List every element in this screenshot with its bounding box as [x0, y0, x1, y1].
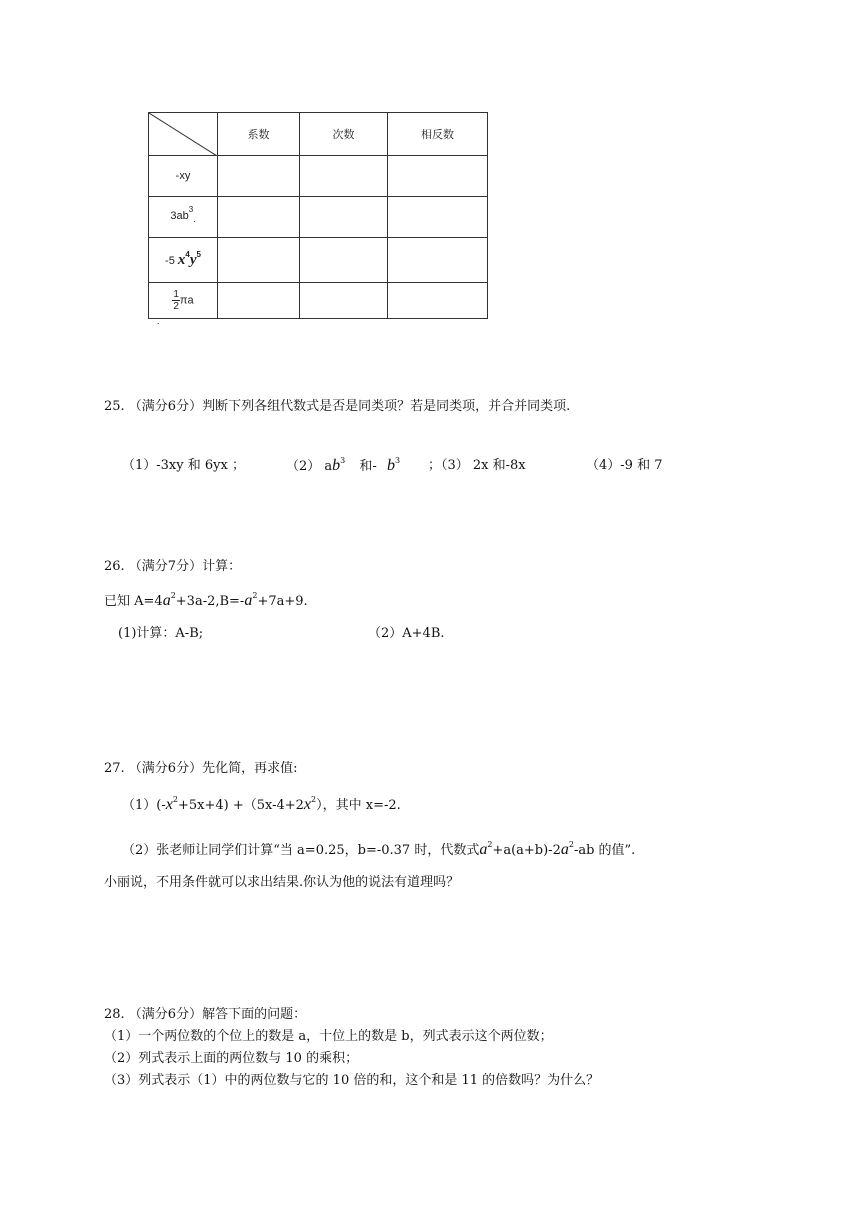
math-exponent: 2 [311, 795, 317, 804]
q27-part2-line2: 小丽说，不用条件就可以求出结果.你认为他的说法有道理吗？ [104, 875, 460, 890]
q27-part2-end: -ab 的值”. [573, 843, 636, 858]
answer-cell [388, 197, 488, 238]
math-var-x: x [303, 796, 312, 813]
row-label-3ab3 [149, 197, 218, 238]
answer-cell [388, 238, 488, 283]
diagonal-line [149, 113, 217, 156]
term-text: 3ab [170, 210, 189, 222]
q26-given-end: +7a+9. [257, 594, 308, 609]
answer-cell [388, 283, 488, 319]
row-label-half-pi-a [149, 283, 218, 319]
q27-part1-end: ），其中 x=-2. [316, 798, 401, 813]
q28-part2: （2）列式表示上面的两位数与 10 的乘积； [104, 1051, 359, 1066]
q25-part2 [286, 457, 400, 476]
q27-part1-mid: +5x+4) +（5x-4+2 [177, 798, 304, 813]
term-text: πa [179, 294, 194, 307]
q26-heading: 26. （满分7分）计算： [104, 559, 242, 574]
math-exponent: 2 [568, 840, 574, 849]
q25-part2-label: （2） a [286, 459, 333, 474]
stray-dot: . [157, 316, 160, 326]
math-var-a: a [244, 592, 253, 609]
q25-part4: （4）-9 和 7 [586, 458, 663, 473]
row-label-neg5x4y5 [149, 238, 218, 283]
answer-cell [218, 283, 300, 319]
math-var-x: x [165, 796, 173, 813]
term-table [148, 112, 488, 319]
q27-part2 [122, 841, 635, 860]
answer-cell [218, 156, 300, 197]
q27-part1 [122, 796, 401, 815]
term-exponent: 5 [196, 249, 201, 259]
answer-cell [218, 238, 300, 283]
term-var-y: y [189, 251, 197, 268]
math-exponent: 2 [172, 795, 178, 804]
math-var-a: a [479, 841, 488, 858]
row-label-neg-xy [149, 156, 218, 197]
header-opposite: 相反数 [388, 113, 488, 156]
q27-part2-start: （2）张老师让同学们计算“当 a=0.25，b=-0.37 时，代数式 [122, 843, 480, 858]
q25-part3: ；（3） 2x 和-8x [428, 458, 526, 473]
q27-part1-start: （1）(- [122, 798, 166, 813]
q26-given-start: 已知 A=4 [104, 594, 163, 609]
q28-part3: （3）列式表示（1）中的两位数与它的 10 倍的和，这个和是 11 的倍数吗？为什么？ [104, 1073, 600, 1088]
fraction-numerator: 1 [173, 289, 179, 300]
fraction [172, 289, 180, 312]
answer-cell [300, 156, 388, 197]
header-coefficient: 系数 [218, 113, 300, 156]
q27-part2-mid: +a(a+b)-2 [492, 843, 561, 858]
term-var-x: x [177, 251, 186, 268]
term-text: -xy [175, 170, 191, 182]
term-exponent: 3 [188, 205, 194, 214]
fraction-denominator: 2 [173, 301, 179, 312]
term-exponent: 4 [185, 249, 190, 259]
math-exponent: 3 [340, 456, 346, 465]
math-var-b: b [332, 457, 341, 474]
q26-part1: (1)计算：A-B; [118, 626, 204, 641]
q28-heading: 28. （满分6分）解答下面的问题： [104, 1007, 307, 1022]
answer-cell [300, 197, 388, 238]
q26-given [104, 592, 308, 611]
term-dot: . [193, 214, 196, 224]
q25-part1: （1）-3xy 和 6yx ； [122, 458, 245, 473]
math-exponent: 2 [252, 591, 258, 600]
q26-part2: （2）A+4B. [368, 626, 445, 641]
math-exponent: 2 [170, 591, 176, 600]
q26-given-mid: +3a-2,B=- [175, 594, 245, 609]
term-coefficient: -5 [165, 254, 175, 267]
q27-heading: 27. （满分6分）先化简，再求值: [104, 761, 298, 776]
answer-cell [218, 197, 300, 238]
q25-heading: 25. （满分6分）判断下列各组代数式是否是同类项？若是同类项，并合并同类项. [104, 399, 571, 414]
math-var-a: a [162, 592, 171, 609]
answer-cell [300, 283, 388, 319]
header-degree: 次数 [300, 113, 388, 156]
math-exponent: 2 [487, 840, 493, 849]
diagonal-header-cell [149, 113, 218, 156]
math-var-b: b [386, 457, 395, 474]
math-var-a: a [560, 841, 569, 858]
q28-part1: （1）一个两位数的个位上的数是 a，十位上的数是 b，列式表示这个两位数； [104, 1029, 553, 1044]
math-exponent: 3 [394, 456, 401, 465]
answer-cell [300, 238, 388, 283]
answer-cell [388, 156, 488, 197]
q25-part2-and: 和- [359, 459, 377, 474]
